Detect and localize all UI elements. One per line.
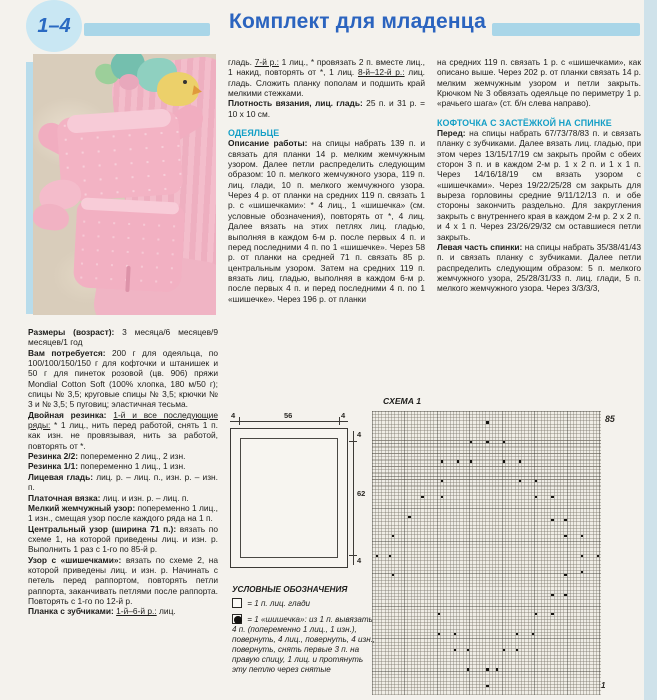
text-run: на средних 119 п. связать 1 р. с «шишечками», как описано выше. Через 202 р. от планки связать 14 р. мелким жемчужным узором и петли закрыть. Крючком № 3 обвязать одеяльце по периметру 1 р. «рачьего шага» (ст. б/н слева направо). bbox=[437, 57, 641, 109]
text-run: попеременно 1 лиц., 1 изн. bbox=[78, 461, 186, 472]
bobble-dot bbox=[454, 633, 456, 635]
dim-tick bbox=[349, 555, 357, 556]
bobble-dot bbox=[597, 555, 599, 557]
dim-tick bbox=[239, 417, 240, 425]
text-run: 25 п. и 31 р. = 10 х 10 см. bbox=[228, 98, 425, 119]
paragraph bbox=[28, 503, 218, 524]
knit-stitch-symbol-icon bbox=[232, 598, 242, 608]
header-accent-bar-right bbox=[492, 23, 640, 36]
header-accent-bar-left bbox=[84, 23, 210, 36]
text-run: 8-й–12-й р.: bbox=[357, 67, 405, 78]
bobble-dot bbox=[470, 441, 472, 443]
bobble-dot bbox=[441, 496, 443, 498]
bobble-dot bbox=[551, 613, 553, 615]
paragraph bbox=[437, 128, 641, 242]
paragraph bbox=[28, 327, 218, 348]
bobble-dot bbox=[467, 668, 469, 670]
text-run: Узор с «шишечками»: bbox=[28, 554, 122, 565]
text-run: на спицы набрать 67/73/78/83 п. и связать планку с зубчиками. Далее вязать лиц. гладью, при этом через 13/15/17/19 см закрыть пройм с обеих сторон 3 п. и в каждом 2-м р. 1 х 2 п. и 1 х 1 п. Через 14/16/18/19 см вязать узором с «шишечками». Через 19/22/25/28 см закрыть для выреза горловины средние 9/11/12/13 п. и обе стороны закончить раздельно. Для закругления закрыть с внутреннего края в каждом 2-м р. 2 х 2 п. и 4 х 1 п. Через 23/26/29/32 см оставшиеся петли закрыть. bbox=[437, 128, 641, 242]
bobble-dot bbox=[535, 613, 537, 615]
bobble-dot bbox=[581, 555, 583, 557]
paragraph bbox=[28, 348, 218, 410]
text-run: 1-й и все последующие ряды: bbox=[28, 409, 219, 431]
chart-row-label-bottom: 1 bbox=[601, 681, 606, 690]
bobble-dot bbox=[389, 555, 391, 557]
text-run: лиц. р. – лиц. п., изн. р. – изн. п. bbox=[28, 471, 218, 493]
bobble-dot bbox=[581, 571, 583, 573]
text-run: лиц. и изн. р. – лиц. п. bbox=[100, 492, 189, 503]
text-run: гладь. bbox=[228, 57, 255, 67]
bobble-dot bbox=[421, 496, 423, 498]
paragraph bbox=[28, 555, 218, 607]
bobble-dot bbox=[408, 516, 410, 518]
chart-title: СХЕМА 1 bbox=[383, 396, 422, 406]
bobble-dot bbox=[519, 480, 521, 482]
legend-items bbox=[232, 598, 376, 675]
bobble-dot bbox=[392, 535, 394, 537]
bobble-dot bbox=[564, 594, 566, 596]
text-run: * 1 лиц., нить перед работой, снять 1 п. как изн. не провязывая, нить за работой, повторять от *. bbox=[28, 420, 218, 451]
bobble-dot bbox=[519, 460, 521, 462]
legend bbox=[232, 585, 376, 680]
bobble-dot bbox=[516, 649, 518, 651]
text-run: на спицы набрать 35/38/41/43 п. и связать планку с зубчиками. Далее петли распределить следующим образом: 5 п. мелкого жемчужного узора, 25/28/31/33 п. лиц. глади, 5 п. мелкого жемчужного узора. Через 3/3/3/3, bbox=[437, 241, 641, 294]
text-run: Размеры (возраст): bbox=[28, 327, 115, 337]
dim-tick bbox=[349, 441, 357, 442]
dim-label-border-right: 4 bbox=[341, 411, 346, 420]
dim-label-border-left: 4 bbox=[231, 411, 236, 420]
text-run: Перед: bbox=[437, 128, 466, 139]
paragraph bbox=[28, 524, 218, 555]
bobble-dot bbox=[438, 613, 440, 615]
paragraph bbox=[228, 57, 425, 98]
text-run: Вам потребуется: bbox=[28, 347, 106, 358]
page-edge-strip bbox=[644, 0, 657, 700]
bobble-dot bbox=[564, 519, 566, 521]
dim-label-border-top: 4 bbox=[357, 430, 362, 439]
text-run: 3 месяца/6 месяцев/9 месяцев/1 год bbox=[28, 327, 218, 348]
paragraph bbox=[28, 461, 218, 471]
blanket-schematic-inner bbox=[240, 438, 338, 558]
bobble-dot bbox=[441, 480, 443, 482]
paragraph bbox=[28, 472, 218, 493]
text-column-middle bbox=[228, 57, 425, 304]
knitting-chart bbox=[372, 411, 601, 695]
bobble-dot bbox=[454, 649, 456, 651]
bobble-dot bbox=[438, 633, 440, 635]
bobble-dot bbox=[470, 460, 472, 462]
bobble-dot bbox=[551, 496, 553, 498]
bobble-dot bbox=[532, 633, 534, 635]
bobble-dot bbox=[467, 649, 469, 651]
legend-item-text: = 1 п. лиц. глади bbox=[245, 599, 311, 608]
chart-row-label-top: 85 bbox=[605, 414, 615, 424]
paragraph bbox=[437, 57, 641, 109]
legend-item-text: = 1 «шишечка»: из 1 п. вывязать 4 п. (попеременно 1 лиц., 1 изн.), повернуть, 4 лиц., повернуть, 4 изн., повернуть, снять первые 3 п. на правую спицу, 1 лиц. и протянуть эту петлю через снятые bbox=[232, 615, 376, 674]
bobble-symbol-icon bbox=[232, 614, 242, 624]
bobble-dot bbox=[535, 496, 537, 498]
text-run: Описание работы: bbox=[228, 138, 308, 149]
text-run: на спицы набрать 139 п. и связать для планки 14 р. мелким жемчужным узором. Далее петли распределить следующим образом: 10 п. мелкого жемчужного узора, 119 п. лиц. глади, 10 п. мелкого жемчужного узора. Через 4 р. от планки на средних 119 п. связать 1 р. с «шишечками»: * 4 лиц., 1 «шишечка» (см. условные обозначения), повторять от *, 4 лиц. Далее вязать на этих петлях лиц. гладью, выполняя в каждом 6-м р. после первых 4 п. и перед последними 4 п. по 1 «шишечке». Через 58 р. от планки на средней 71 п. связать 85 р. центральным узором. Затем на средних 119 п. вязать лиц. гладью, выполняя в каждом 6-м р. после первых 4 п. и перед последними 4 п. по 1 «шишечке». Через 196 р. от планки bbox=[228, 138, 426, 304]
bobble-dot bbox=[503, 441, 505, 443]
pattern-number-badge bbox=[26, 0, 82, 52]
bobble-dot bbox=[486, 668, 488, 670]
duck-eye bbox=[183, 80, 187, 84]
bobble-dot bbox=[457, 460, 459, 462]
paragraph bbox=[228, 98, 425, 119]
bobble-dot bbox=[551, 594, 553, 596]
text-run: попеременно 1 лиц., 1 изн., смещая узор после каждого ряда на 1 п. bbox=[28, 502, 219, 524]
text-run: Центральный узор (ширина 71 п.): bbox=[28, 523, 177, 534]
bobble-dot bbox=[503, 460, 505, 462]
text-column-right bbox=[437, 57, 641, 294]
legend-item bbox=[232, 614, 376, 675]
section-heading: КОФТОЧКА С ЗАСТЁЖКОЙ НА СПИНКЕ bbox=[437, 117, 612, 128]
dim-label-height: 62 bbox=[357, 489, 366, 498]
bobble-dot bbox=[581, 535, 583, 537]
section-heading: ОДЕЯЛЬЦЕ bbox=[228, 128, 280, 139]
text-run: лиц. гладь. Сложить планку пополам и подшить край мелкими стежками. bbox=[228, 67, 425, 99]
legend-header: УСЛОВНЫЕ ОБОЗНАЧЕНИЯ bbox=[232, 585, 348, 594]
schematic-width-dimension-line bbox=[230, 421, 348, 422]
paragraph bbox=[28, 606, 218, 616]
bobble-dot bbox=[564, 574, 566, 576]
text-run: 1-й–6-й р.: bbox=[116, 606, 157, 617]
paragraph bbox=[28, 451, 218, 461]
bobble-dot bbox=[486, 685, 488, 687]
text-run: 7-й р.: bbox=[254, 57, 279, 67]
text-run: Плотность вязания, лиц. гладь: bbox=[228, 98, 363, 109]
text-run: Резинка 1/1: bbox=[28, 461, 79, 472]
pattern-number: 1–4 bbox=[37, 14, 71, 37]
duck-beak bbox=[192, 85, 203, 96]
schematic-height-dimension-line bbox=[353, 431, 354, 565]
bobble-dot bbox=[376, 555, 378, 557]
bobble-dot bbox=[486, 421, 488, 423]
paragraph bbox=[28, 410, 218, 451]
bobble-dot bbox=[486, 441, 488, 443]
text-run: 200 г для одеяльца, по 100/100/150/150 г для кофточки и штанишек и 50 г для пинеток розовой (цв. 906) пряжи Mondial Cotton Soft (100% хлопка, 180 м/50 г); спицы № 3,5; круговые спицы № 3,5; крючки № 3 и № 3,5; 5 пуговиц; эластичная тесьма. bbox=[28, 347, 218, 410]
dim-label-width: 56 bbox=[284, 411, 293, 420]
bobble-dot bbox=[516, 633, 518, 635]
text-run: Левая часть спинки: bbox=[437, 241, 523, 252]
bobble-dot bbox=[441, 460, 443, 462]
pink-toy bbox=[119, 74, 139, 90]
bobble-dot bbox=[503, 649, 505, 651]
bobble-dot bbox=[564, 535, 566, 537]
bobble-dot bbox=[392, 574, 394, 576]
text-run: лиц. bbox=[156, 606, 176, 617]
legend-item bbox=[232, 598, 376, 609]
text-run: Платочная вязка: bbox=[28, 492, 101, 503]
baby-knitwear-photo bbox=[33, 54, 216, 315]
text-column-left bbox=[28, 327, 218, 617]
text-run: Мелкий жемчужный узор: bbox=[28, 502, 136, 513]
paragraph bbox=[437, 242, 641, 294]
text-run: попеременно 2 лиц., 2 изн. bbox=[78, 451, 186, 462]
bobble-dot bbox=[535, 480, 537, 482]
text-run: Двойная резинка: bbox=[28, 409, 107, 420]
dim-label-border-bottom: 4 bbox=[357, 556, 362, 565]
paragraph bbox=[228, 138, 425, 304]
bobble-dot bbox=[551, 519, 553, 521]
text-run: Лицевая гладь: bbox=[28, 471, 94, 482]
text-run: вязать по схеме 2, на которой приведены лиц. и изн. р. Начинать с петель перед раппортом, повторять петли раппорта, заканчивать петлями после раппорта. Повторять с 1-го по 12-й р. bbox=[28, 554, 218, 606]
text-run: Резинка 2/2: bbox=[28, 451, 79, 462]
paragraph bbox=[28, 493, 218, 503]
bobble-dot bbox=[496, 668, 498, 670]
text-run: Планка с зубчиками: bbox=[28, 606, 114, 617]
page-title: Комплект для младенца bbox=[229, 10, 487, 33]
text-run: вязать по схеме 1, на которой приведены лиц. и изн. р. Выполнить 1 раз с 1-го по 85-й р. bbox=[28, 523, 219, 555]
dim-tick bbox=[339, 417, 340, 425]
text-run: 1 лиц., * провязать 2 п. вместе лиц., 1 накид, повторять от *, 1 лиц. bbox=[228, 57, 425, 78]
